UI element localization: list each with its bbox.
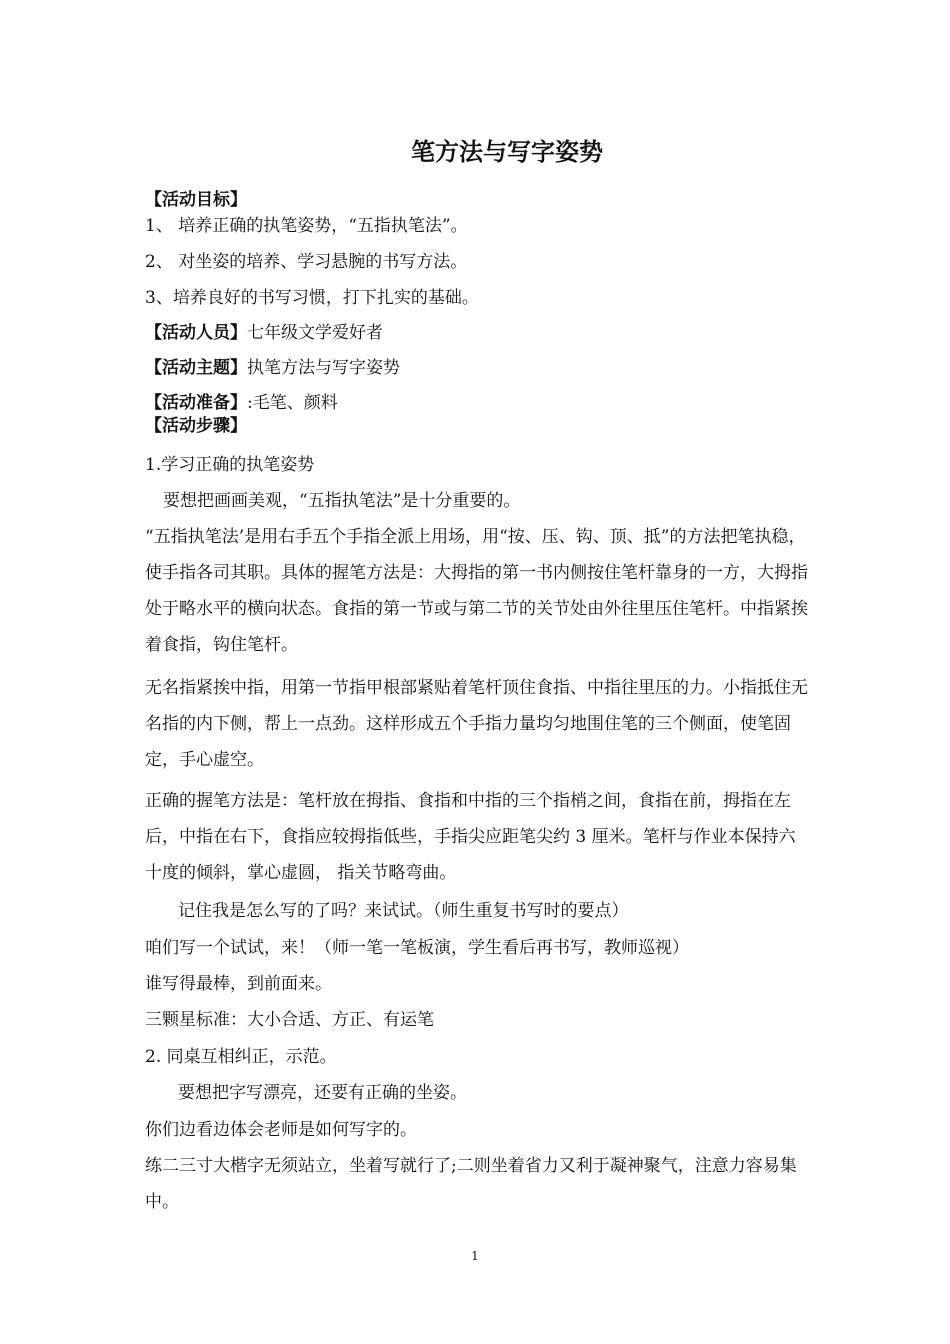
step1-paragraph: “五指执笔法’是用右手五个手指全派上用场，用“按、压、钩、顶、抵”的方法把笔执稳，使手指各司其职。具体的握笔方法是：大拇指的第一书内侧按住笔杆靠身的一方，大拇指处于略水平的横向状态。食指的第一节或与第二节的关节处由外往里压住笔杆。中指紧挨着食指，钩住笔杆。 <box>145 527 808 655</box>
step1-line: 咱们写一个试试，来！（师一笔一笔板演，学生看后再书写，教师巡视） <box>145 938 689 958</box>
theme-label: 【活动主题】 <box>145 358 247 378</box>
steps-heading: 【活动步骤】 <box>145 416 247 436</box>
step1-intro: 要想把画画美观，“五指执笔法”是十分重要的。 <box>163 491 521 511</box>
prep-label: 【活动准备】 <box>145 393 247 413</box>
step2-heading: 2. 同桌互相纠正，示范。 <box>145 1047 337 1067</box>
prep-row <box>145 391 338 415</box>
page-title: 笔方法与写字姿势 <box>411 137 603 166</box>
people-row <box>145 321 383 345</box>
theme-row <box>145 356 400 380</box>
goal-item: 2、 对坐姿的培养、学习悬腕的书写方法。 <box>145 252 468 272</box>
step1-paragraph: 无名指紧挨中指，用第一节指甲根部紧贴着笔杆顶住食指、中指往里压的力。小指抵住无名指的内下侧，帮上一点劲。这样形成五个手指力量均匀地围住笔的三个侧面，使笔固定，手心虚空。 <box>145 678 808 770</box>
step1-line: 记住我是怎么写的了吗？来试试。（师生重复书写时的要点） <box>178 901 629 921</box>
people-value: 七年级文学爱好者 <box>247 323 383 343</box>
page-number: 1 <box>471 1249 479 1263</box>
goal-item: 3、培养良好的书写习惯，打下扎实的基础。 <box>145 288 479 308</box>
theme-value: 执笔方法与写字姿势 <box>247 358 400 378</box>
goal-item: 1、 培养正确的执笔姿势，“五指执笔法”。 <box>145 216 468 236</box>
step1-paragraph: 正确的握笔方法是：笔杆放在拇指、食指和中指的三个指梢之间，食指在前，拇指在左后，中指在右下，食指应较拇指低些，手指尖应距笔尖约 3 厘米。笔杆与作业本保持六十度的倾斜，掌心虚圆， 指关节略弯曲。 <box>145 791 796 883</box>
step1-line: 谁写得最棒，到前面来。 <box>145 974 332 994</box>
step2-paragraph: 练二三寸大楷字无须站立，坐着写就行了;二则坐着省力又利于凝神聚气，注意力容易集中。 <box>145 1156 797 1212</box>
step2-line: 你们边看边体会老师是如何写字的。 <box>145 1120 417 1140</box>
step1-line: 三颗星标准：大小合适、方正、有运笔 <box>145 1010 434 1030</box>
goals-heading: 【活动目标】 <box>145 190 247 210</box>
step1-heading: 1.学习正确的执笔姿势 <box>145 455 315 475</box>
step2-line: 要想把字写漂亮，还要有正确的坐姿。 <box>178 1083 467 1103</box>
people-label: 【活动人员】 <box>145 323 247 343</box>
prep-value: :毛笔、颜料 <box>247 393 338 413</box>
